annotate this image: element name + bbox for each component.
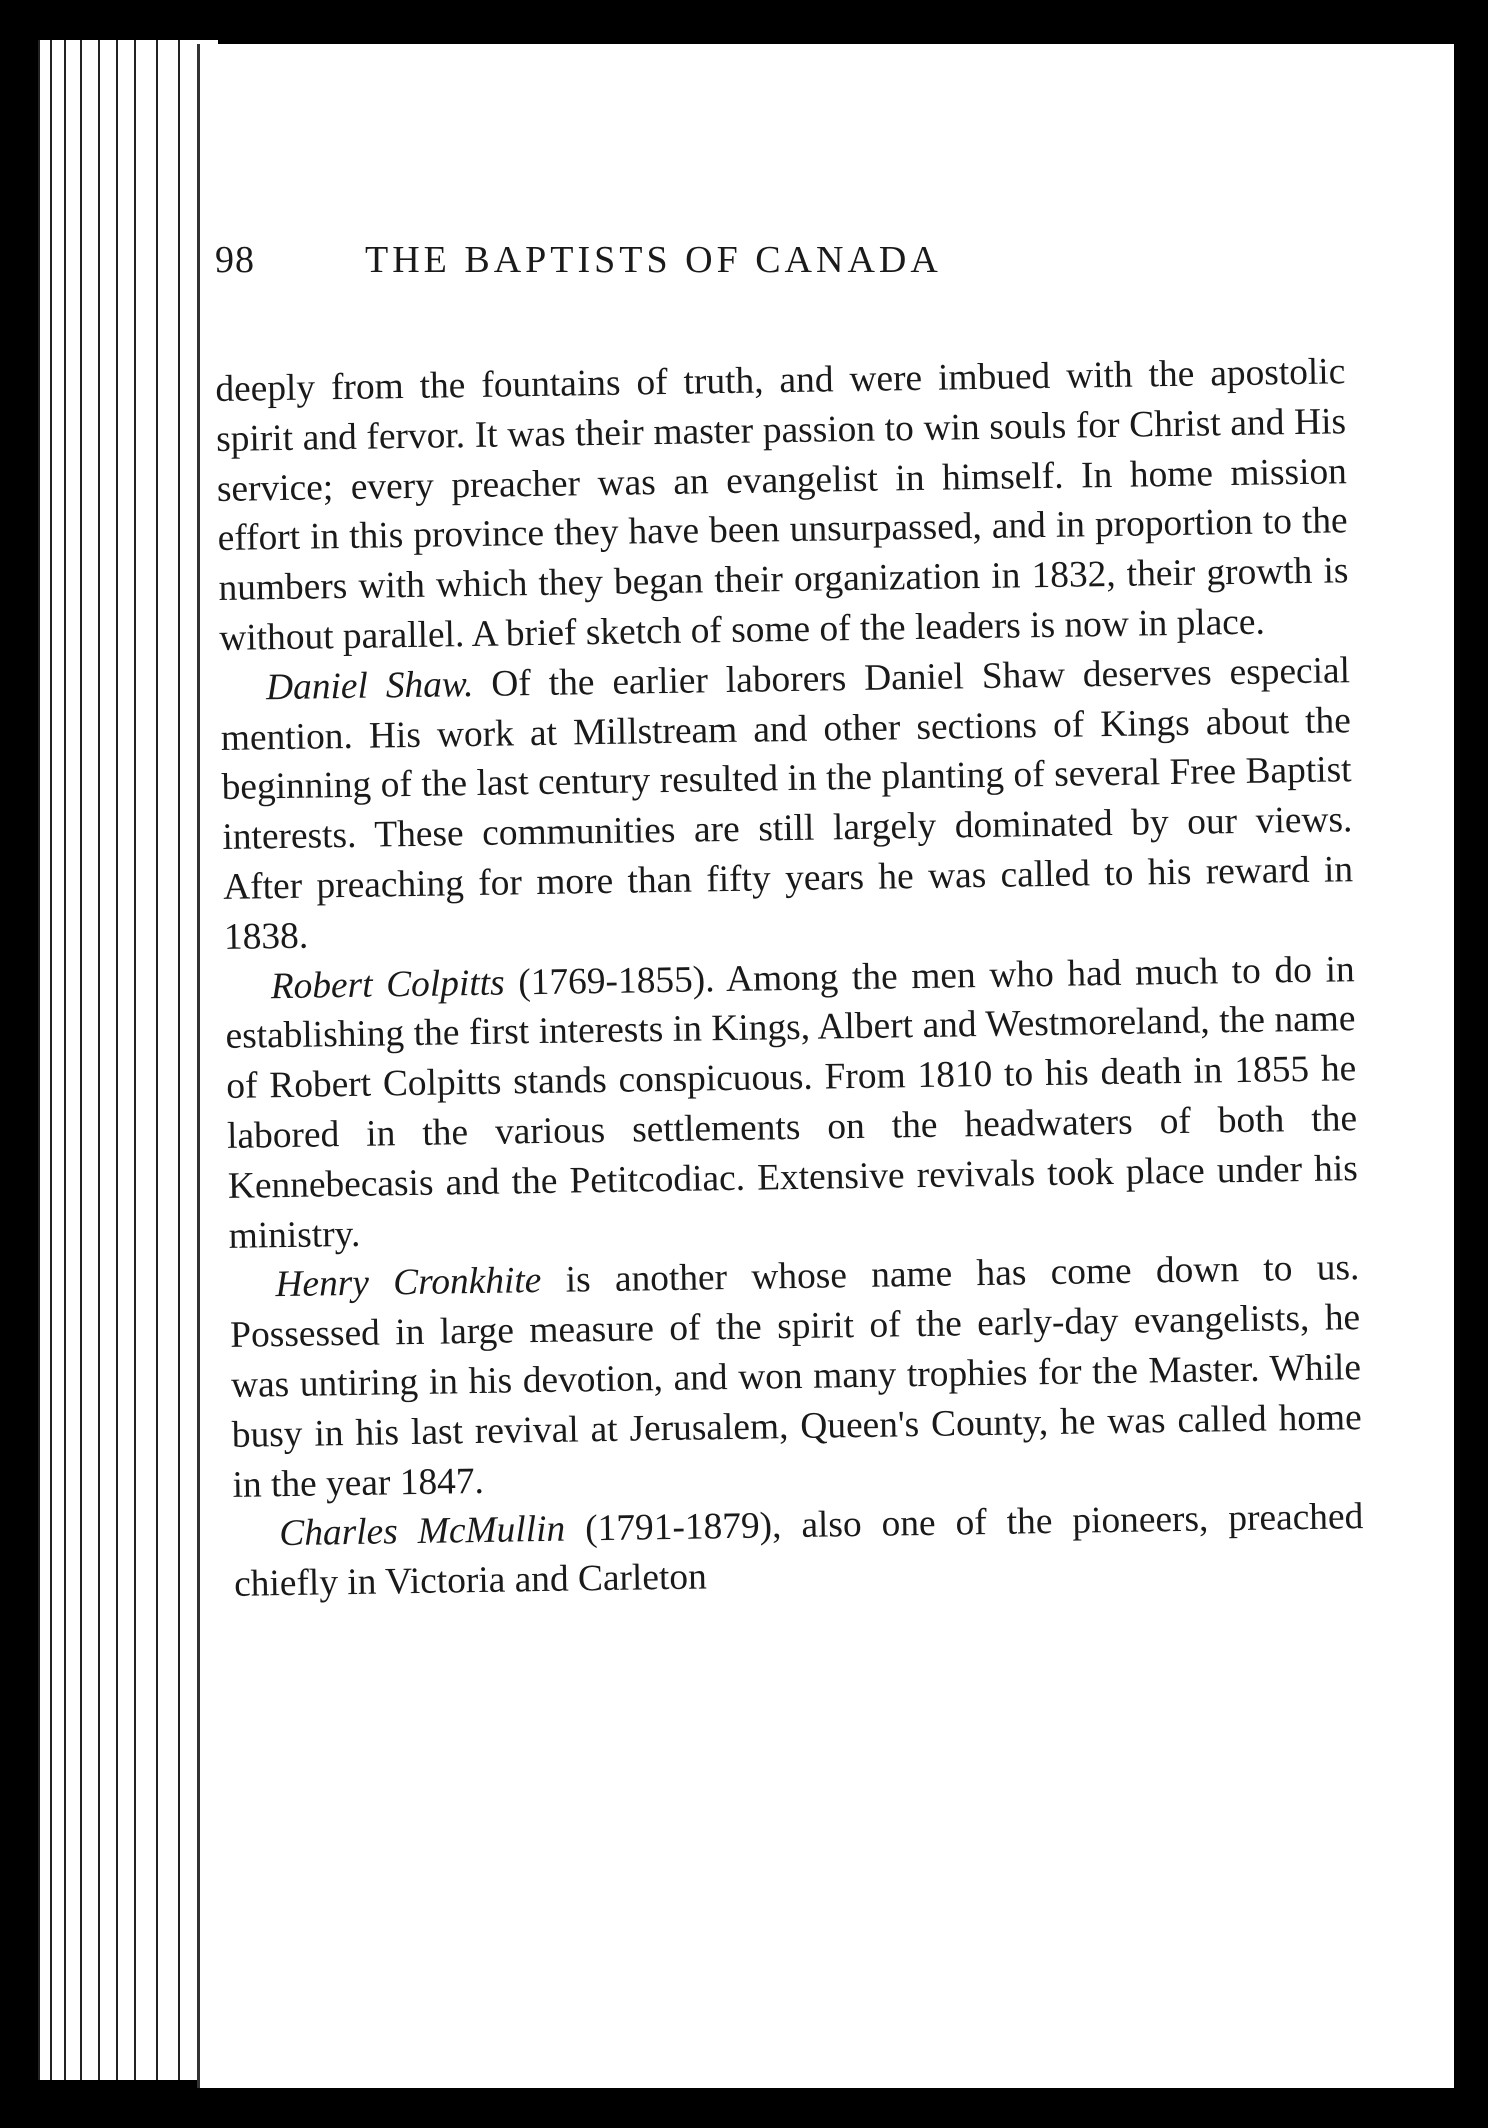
running-title: THE BAPTISTS OF CANADA [365, 239, 942, 281]
paragraph [215, 347, 1350, 663]
person-name: Henry Cronkhite [275, 1260, 542, 1306]
paragraph [224, 945, 1359, 1261]
paragraph [233, 1492, 1364, 1609]
paragraph-text: is another whose name has come down to us. Possessed in large measure of the spirit of the early-day evangelists, he was untiring in his devotion, and won many trophies for the Master. While busy in his last revival at Jerusalem, Queen's County, he was called home in the year 1847. [229, 1247, 1362, 1506]
running-head [215, 238, 1175, 308]
paragraph-text: (1791-1879), also one of the pioneers, preached chiefly in Victoria and Carleton [233, 1496, 1364, 1605]
paragraph [220, 646, 1355, 962]
page-edges [38, 40, 218, 2080]
paragraph [229, 1243, 1363, 1510]
paragraph-text: (1769-1855). Among the men who had much to do in establishing the first interests in Kings, Albert and Westmoreland, the name of Robert Colpitts stands conspicuous. From 1810 to his death in 1855 he labored in the various settlements on the headwaters of both the Kennebecasis and the Petitcodiac. Extensive revivals took place under his ministry. [225, 948, 1359, 1257]
paragraph-text: deeply from the fountains of truth, and were imbued with the apostolic spirit and fervor. It was their master passion to win souls for Christ and His service; every preacher was an evangelist in himself. In home mission effort in this province they have been unsurpassed, and in proportion to the numbers with which they began their organization in 1832, their growth is without parallel. A brief sketch of some of the leaders is now in place. [215, 351, 1349, 659]
binding-shadow [1454, 40, 1488, 2090]
page-number: 98 [215, 239, 255, 281]
person-name: Robert Colpitts [270, 962, 505, 1007]
paragraph-text: Of the earlier laborers Daniel Shaw deserves especial mention. His work at Millstream and other sections of Kings about the beginning of the last century resulted in the planting of several Free Baptist interests. These communities are still largely dominated by our views. After preaching for more than fifty years he was called to his reward in 1838. [220, 649, 1354, 958]
person-name: Daniel Shaw. [265, 663, 474, 709]
person-name: Charles McMullin [279, 1508, 566, 1555]
body-text [215, 347, 1364, 1610]
